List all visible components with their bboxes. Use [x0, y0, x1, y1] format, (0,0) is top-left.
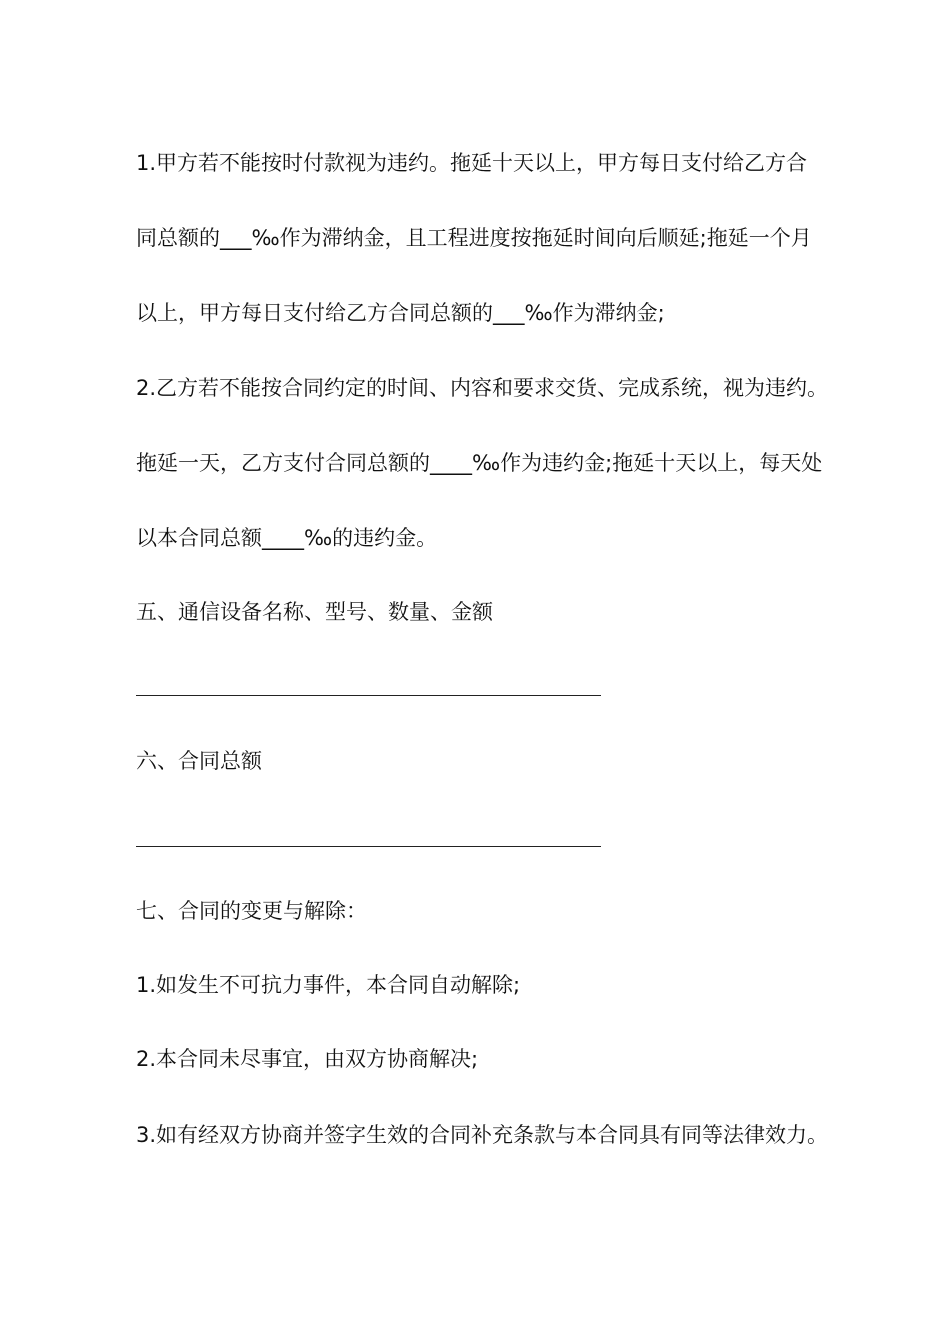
- clause-4-1-line-2: 同总额的___‰作为滞纳金，且工程进度按拖延时间向后顺延;拖延一个月: [136, 226, 812, 250]
- clause-7-1: 1.如发生不可抗力事件，本合同自动解除;: [136, 973, 521, 997]
- section-6-blank-line: [136, 846, 601, 847]
- clause-4-2-line-3: 以本合同总额____‰的违约金。: [136, 526, 438, 550]
- section-5-heading: 五、通信设备名称、型号、数量、金额: [136, 600, 493, 624]
- clause-4-2-line-1: 2.乙方若不能按合同约定的时间、内容和要求交货、完成系统，视为违约。: [136, 376, 829, 400]
- clause-4-1-line-3: 以上，甲方每日支付给乙方合同总额的___‰作为滞纳金;: [136, 301, 665, 325]
- clause-7-2: 2.本合同未尽事宜，由双方协商解决;: [136, 1047, 479, 1071]
- section-6-heading: 六、合同总额: [136, 749, 262, 773]
- section-7-heading: 七、合同的变更与解除：: [136, 899, 367, 923]
- clause-4-1-line-1: 1.甲方若不能按时付款视为违约。拖延十天以上，甲方每日支付给乙方合: [136, 151, 808, 175]
- clause-4-2-line-2: 拖延一天，乙方支付合同总额的____‰作为违约金;拖延十天以上，每天处: [136, 451, 823, 475]
- clause-7-3: 3.如有经双方协商并签字生效的合同补充条款与本合同具有同等法律效力。: [136, 1123, 829, 1147]
- section-5-blank-line: [136, 695, 601, 696]
